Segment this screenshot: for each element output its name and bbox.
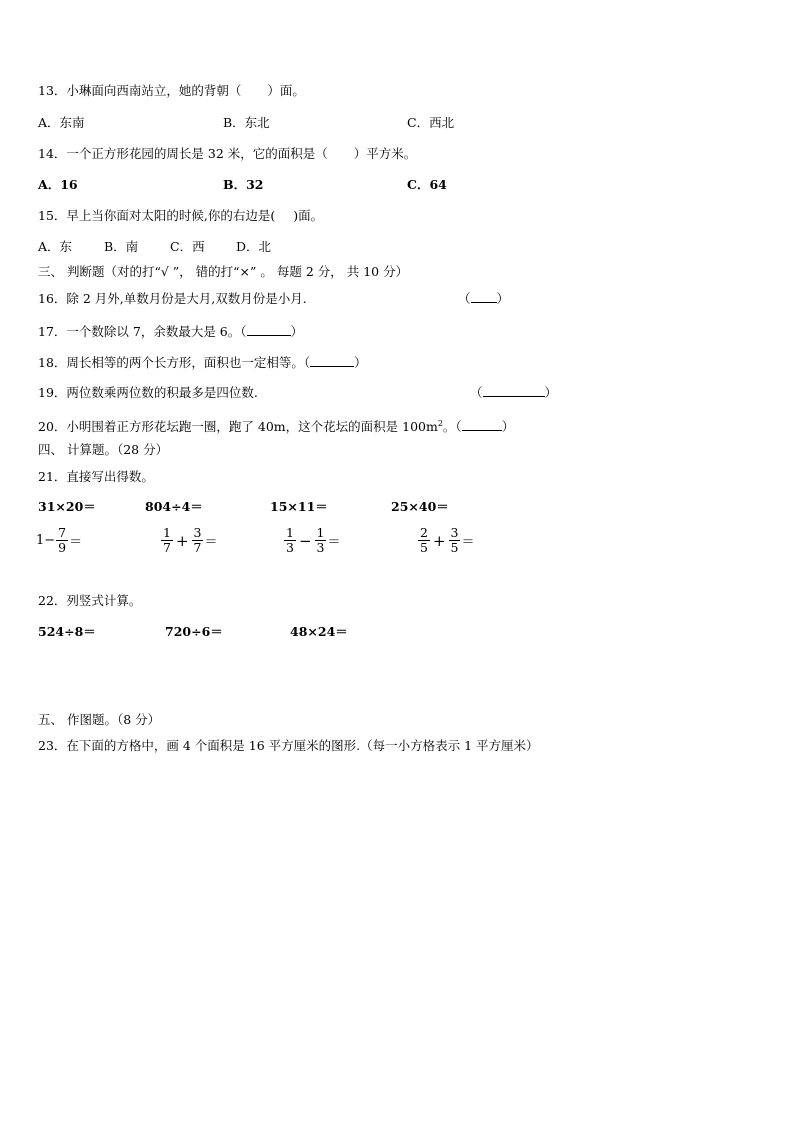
question-22-title: 22．列竖式计算。 bbox=[38, 593, 142, 608]
calc-804div4: 804÷4＝ bbox=[145, 499, 203, 514]
question-21-title: 21．直接写出得数。 bbox=[38, 469, 154, 484]
question-16-answer-blank[interactable]: （ ） bbox=[458, 291, 510, 306]
question-20-text: 20．小明围着正方形花坛跑一圈，跑了 40m，这个花坛的面积是 $100m^2$。（ ） bbox=[38, 419, 515, 435]
vertical-calc-48x24: 48×24＝ bbox=[290, 624, 348, 639]
vertical-calc-524div8: 524÷8＝ bbox=[38, 624, 96, 639]
calc-one-minus-seven-ninths: 1− $\frac{7}{9}$ ＝ bbox=[36, 525, 83, 555]
calc-one-seventh-plus-three-sevenths: $\frac{1}{7}$ + $\frac{3}{7}$ ＝ bbox=[163, 525, 218, 555]
section-3-title: 三、 判断题（对的打“√ ”， 错的打“×” 。 每题 2 分， 共 10 分） bbox=[38, 264, 409, 279]
fraction: $\frac{1}{3}$ bbox=[286, 525, 294, 555]
question-15-option-a[interactable]: A．东 bbox=[38, 239, 73, 254]
question-17-answer-blank[interactable] bbox=[247, 324, 291, 336]
calc-31x20: 31×20＝ bbox=[38, 499, 96, 514]
question-15-option-b[interactable]: B．南 bbox=[104, 239, 139, 254]
question-14-option-a[interactable]: A．16 bbox=[38, 177, 78, 192]
question-23-text: 23．在下面的方格中，画 4 个面积是 16 平方厘米的图形.（每一小方格表示 1 平方厘米） bbox=[38, 738, 539, 753]
fraction: $\frac{3}{7}$ bbox=[193, 525, 202, 555]
question-19-text: 19．两位数乘两位数的积最多是四位数. bbox=[38, 385, 258, 400]
fraction: $\frac{2}{5}$ bbox=[420, 525, 428, 555]
fraction: $\frac{1}{7}$ bbox=[163, 525, 171, 555]
question-18-answer-blank[interactable] bbox=[310, 355, 354, 367]
question-13-option-a[interactable]: A．东南 bbox=[38, 115, 85, 130]
vertical-calc-720div6: 720÷6＝ bbox=[165, 624, 223, 639]
fraction: $\frac{1}{3}$ bbox=[316, 525, 325, 555]
question-15-option-c[interactable]: C．西 bbox=[170, 239, 205, 254]
calc-one-third-minus-one-third: $\frac{1}{3}$ − $\frac{1}{3}$ ＝ bbox=[286, 525, 341, 555]
question-19-answer-blank[interactable]: （ ） bbox=[470, 385, 558, 400]
question-13-stem: 13．小琳面向西南站立，她的背朝（ ）面。 bbox=[38, 83, 305, 98]
question-15-option-d[interactable]: D．北 bbox=[236, 239, 272, 254]
question-13-option-b[interactable]: B．东北 bbox=[223, 115, 270, 130]
question-14-option-c[interactable]: C．64 bbox=[407, 177, 447, 192]
question-14-stem: 14．一个正方形花园的周长是 32 米，它的面积是（ ）平方米。 bbox=[38, 146, 417, 161]
section-5-title: 五、 作图题。（8 分） bbox=[38, 712, 161, 727]
fraction: $\frac{7}{9}$ bbox=[58, 525, 67, 555]
calc-two-fifths-plus-three-fifths: $\frac{2}{5}$ + $\frac{3}{5}$ ＝ bbox=[420, 525, 475, 555]
calc-25x40: 25×40＝ bbox=[391, 499, 449, 514]
question-20-answer-blank[interactable] bbox=[462, 419, 502, 431]
question-14-option-b[interactable]: B．32 bbox=[223, 177, 264, 192]
question-16-text: 16．除 2 月外,单数月份是大月,双数月份是小月. bbox=[38, 291, 307, 306]
calc-15x11: 15×11＝ bbox=[270, 499, 328, 514]
section-4-title: 四、 计算题。（28 分） bbox=[38, 442, 169, 457]
question-13-option-c[interactable]: C．西北 bbox=[407, 115, 455, 130]
question-15-stem: 15．早上当你面对太阳的时候,你的右边是( )面。 bbox=[38, 208, 324, 223]
question-17-text: 17．一个数除以 7，余数最大是 6。（ ） bbox=[38, 324, 304, 339]
question-18-text: 18．周长相等的两个长方形，面积也一定相等。（ ） bbox=[38, 355, 367, 370]
fraction: $\frac{3}{5}$ bbox=[450, 525, 459, 555]
